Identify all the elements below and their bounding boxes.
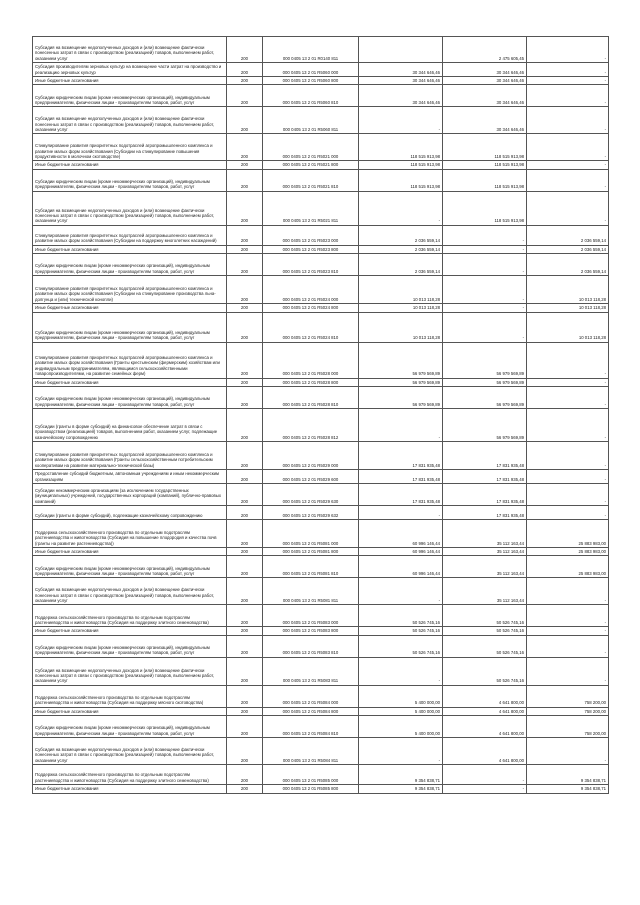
row-name-cell: Иные бюджетные ассигнования	[33, 785, 227, 793]
table-row	[33, 556, 609, 578]
row-unexecuted-cell: 10 013 118,28	[527, 312, 609, 342]
row-executed-cell: 17 831 935,48	[443, 470, 527, 484]
row-budget-code-cell: 000 0405 13 2 01 R5021 811	[263, 191, 359, 225]
row-budget-code-cell: 000 0405 13 2 01 R5081 811	[263, 578, 359, 605]
row-unexecuted-cell: -	[527, 409, 609, 442]
row-executed-cell: 50 526 745,16	[443, 657, 527, 685]
table-row	[33, 765, 609, 785]
row-name-cell: Субсидии юридическим лицам (кроме некоммерческих организаций), индивидуальным предпринимателям, физическим лицам - производителям товаров, работ, услуг	[33, 85, 227, 107]
row-line-code-cell: 200	[227, 657, 263, 685]
row-line-code-cell: 200	[227, 548, 263, 556]
row-executed-cell: 118 515 913,98	[443, 169, 527, 191]
table-row	[33, 716, 609, 738]
row-name-cell: Субсидии юридическим лицам (кроме некоммерческих организаций), индивидуальным предпринимателям, физическим лицам - производителям товаров, работ, услуг	[33, 635, 227, 657]
row-line-code-cell: 200	[227, 765, 263, 785]
table-row	[33, 409, 609, 442]
row-executed-cell: 4 641 800,00	[443, 685, 527, 707]
row-budget-code-cell: 000 0405 13 2 01 R5021 000	[263, 134, 359, 161]
row-budget-code-cell: 000 0405 13 2 01 R5083 810	[263, 635, 359, 657]
table-row	[33, 738, 609, 765]
row-budget-code-cell: 000 0405 13 2 01 R5029 000	[263, 442, 359, 470]
row-budget-code-cell: 000 0405 13 2 01 R5028 800	[263, 378, 359, 386]
row-unexecuted-cell: 25 883 983,00	[527, 520, 609, 548]
table-row	[33, 342, 609, 378]
row-unexecuted-cell: -	[527, 657, 609, 685]
row-approved-cell: 9 354 838,71	[359, 785, 443, 793]
row-line-code-cell: 200	[227, 605, 263, 627]
row-unexecuted-cell: -	[527, 738, 609, 765]
row-name-cell: Субсидия на возмещение недополученных доходов и (или) возмещение фактически понесенных затрат в связи с производством (реализацией) товаров, выполнением работ, оказанием услуг	[33, 657, 227, 685]
row-executed-cell: 118 515 913,98	[443, 161, 527, 169]
row-name-cell: Иные бюджетные ассигнования	[33, 77, 227, 85]
row-unexecuted-cell: -	[527, 387, 609, 409]
row-budget-code-cell: 000 0405 13 2 01 R5084 800	[263, 707, 359, 715]
row-executed-cell: 118 515 913,98	[443, 134, 527, 161]
table-row	[33, 312, 609, 342]
table-row	[33, 169, 609, 191]
row-budget-code-cell: 000 0405 13 2 01 R5084 000	[263, 685, 359, 707]
row-approved-cell: 17 831 935,48	[359, 442, 443, 470]
table-row	[33, 107, 609, 134]
row-name-cell: Субсидия на возмещение недополученных доходов и (или) возмещение фактически понесенных затрат в связи с производством (реализацией) товаров, выполнением работ, оказанием услуг	[33, 738, 227, 765]
row-line-code-cell: 200	[227, 738, 263, 765]
row-name-cell: Стимулирование развития приоритетных подотраслей агропромышленного комплекса и развитие малых форм хозяйствования (Субсидии на стимулирование производства льна-долгунца и (или) технической конопли)	[33, 276, 227, 304]
row-executed-cell: 17 831 935,48	[443, 506, 527, 520]
row-approved-cell: 9 354 838,71	[359, 765, 443, 785]
row-name-cell: Стимулирование развития приоритетных подотраслей агропромышленного комплекса и развитие малых форм хозяйствования (Субсидии на поддержку многолетних насаждений)	[33, 225, 227, 245]
table-row	[33, 635, 609, 657]
row-executed-cell: 50 526 745,16	[443, 627, 527, 635]
row-budget-code-cell: 000 0405 13 2 01 R5081 800	[263, 548, 359, 556]
row-line-code-cell: 200	[227, 716, 263, 738]
table-row	[33, 707, 609, 715]
row-unexecuted-cell: 10 013 118,28	[527, 304, 609, 312]
row-unexecuted-cell: 2 036 559,14	[527, 245, 609, 253]
row-executed-cell: 56 979 569,89	[443, 387, 527, 409]
table-row	[33, 63, 609, 77]
row-budget-code-cell: 000 0405 13 2 01 R5083 800	[263, 627, 359, 635]
row-line-code-cell: 200	[227, 245, 263, 253]
row-approved-cell: 5 400 000,00	[359, 707, 443, 715]
row-unexecuted-cell: 9 354 838,71	[527, 785, 609, 793]
row-executed-cell: 4 641 800,00	[443, 738, 527, 765]
row-executed-cell: -	[443, 245, 527, 253]
table-row	[33, 442, 609, 470]
row-unexecuted-cell: -	[527, 442, 609, 470]
row-budget-code-cell: 000 0405 13 2 01 R5029 600	[263, 470, 359, 484]
row-budget-code-cell: 000 0405 13 2 01 R5023 800	[263, 245, 359, 253]
row-approved-cell	[359, 37, 443, 63]
table-row	[33, 378, 609, 386]
row-line-code-cell: 200	[227, 134, 263, 161]
row-approved-cell: 17 831 935,48	[359, 470, 443, 484]
row-unexecuted-cell: -	[527, 107, 609, 134]
row-line-code-cell: 200	[227, 627, 263, 635]
row-line-code-cell: 200	[227, 304, 263, 312]
row-budget-code-cell: 000 0405 13 2 01 R5029 630	[263, 484, 359, 506]
row-line-code-cell: 200	[227, 387, 263, 409]
row-line-code-cell: 200	[227, 578, 263, 605]
table-row	[33, 657, 609, 685]
row-budget-code-cell: 000 0405 13 2 01 R5021 810	[263, 169, 359, 191]
row-line-code-cell: 200	[227, 470, 263, 484]
row-line-code-cell: 200	[227, 63, 263, 77]
row-name-cell: Субсидии юридическим лицам (кроме некоммерческих организаций), индивидуальным предпринимателям, физическим лицам - производителям товаров, работ, услуг	[33, 169, 227, 191]
row-executed-cell: 118 515 913,98	[443, 191, 527, 225]
row-line-code-cell: 200	[227, 785, 263, 793]
row-unexecuted-cell: -	[527, 378, 609, 386]
row-executed-cell: 35 112 163,44	[443, 548, 527, 556]
table-row	[33, 225, 609, 245]
row-name-cell: Субсидия на возмещение недополученных доходов и (или) возмещение фактически понесенных затрат в связи с производством (реализацией) товаров, выполнением работ, оказанием услуг	[33, 37, 227, 63]
row-name-cell: Стимулирование развития приоритетных подотраслей агропромышленного комплекса и развитие малых форм хозяйствования (Гранты крестьянским (фермерским) хозяйствам или индивидуальным предпринимателям, являющимся сельскохозяйственными товаропроизводителями, на развитие семейных ферм)	[33, 342, 227, 378]
row-line-code-cell: 200	[227, 191, 263, 225]
row-unexecuted-cell: 2 036 559,14	[527, 254, 609, 276]
row-name-cell: Субсидии юридическим лицам (кроме некоммерческих организаций), индивидуальным предпринимателям, физическим лицам - производителям товаров, работ, услуг	[33, 387, 227, 409]
row-unexecuted-cell: -	[527, 134, 609, 161]
row-unexecuted-cell: -	[527, 470, 609, 484]
row-name-cell: Предоставление субсидий бюджетным, автономным учреждениям и иным некоммерческим организациям	[33, 470, 227, 484]
row-line-code-cell: 200	[227, 37, 263, 63]
table-body	[33, 37, 609, 794]
table-row	[33, 578, 609, 605]
table-row	[33, 506, 609, 520]
row-approved-cell: 60 996 146,44	[359, 520, 443, 548]
table-row	[33, 304, 609, 312]
row-budget-code-cell: 000 0405 13 2 01 R5028 810	[263, 387, 359, 409]
row-approved-cell: 5 400 000,00	[359, 716, 443, 738]
row-unexecuted-cell: -	[527, 85, 609, 107]
row-unexecuted-cell: 9 354 838,71	[527, 765, 609, 785]
row-budget-code-cell: 000 0405 13 2 01 R5028 000	[263, 342, 359, 378]
row-name-cell: Субсидия на возмещение недополученных доходов и (или) возмещение фактически понесенных затрат в связи с производством (реализацией) товаров, выполнением работ, оказанием услуг	[33, 107, 227, 134]
row-executed-cell: 35 112 163,44	[443, 578, 527, 605]
row-unexecuted-cell: -	[527, 161, 609, 169]
table-row	[33, 605, 609, 627]
row-budget-code-cell: 000 0405 13 2 01 R5024 800	[263, 304, 359, 312]
row-approved-cell: 60 996 146,44	[359, 556, 443, 578]
row-approved-cell: 30 344 646,46	[359, 77, 443, 85]
row-name-cell: Поддержка сельскохозяйственного производства по отдельным подотраслям растениеводства и животноводства (Субсидия на поддержку элитного семеноводства)	[33, 765, 227, 785]
row-approved-cell: 56 979 569,89	[359, 378, 443, 386]
row-budget-code-cell: 000 0405 13 2 01 R0140 811	[263, 37, 359, 63]
row-name-cell: Субсидии юридическим лицам (кроме некоммерческих организаций), индивидуальным предпринимателям, физическим лицам - производителям товаров, работ, услуг	[33, 312, 227, 342]
table-row	[33, 85, 609, 107]
row-approved-cell: 10 013 118,28	[359, 312, 443, 342]
row-name-cell: Иные бюджетные ассигнования	[33, 707, 227, 715]
row-budget-code-cell: 000 0405 13 2 01 R5060 811	[263, 107, 359, 134]
row-executed-cell: -	[443, 304, 527, 312]
row-line-code-cell: 200	[227, 161, 263, 169]
row-approved-cell: 56 979 569,89	[359, 342, 443, 378]
row-approved-cell: -	[359, 657, 443, 685]
row-name-cell: Иные бюджетные ассигнования	[33, 304, 227, 312]
row-executed-cell: 2 475 605,45	[443, 37, 527, 63]
row-line-code-cell: 200	[227, 276, 263, 304]
table-row	[33, 520, 609, 548]
table-row	[33, 785, 609, 793]
row-line-code-cell: 200	[227, 225, 263, 245]
row-budget-code-cell: 000 0405 13 2 01 R5029 632	[263, 506, 359, 520]
row-budget-code-cell: 000 0405 13 2 01 R5084 811	[263, 738, 359, 765]
row-unexecuted-cell: -	[527, 506, 609, 520]
row-approved-cell: -	[359, 191, 443, 225]
row-unexecuted-cell: -	[527, 63, 609, 77]
row-line-code-cell: 200	[227, 254, 263, 276]
row-executed-cell: 35 112 163,44	[443, 520, 527, 548]
row-budget-code-cell: 000 0405 13 2 01 R5060 810	[263, 85, 359, 107]
row-line-code-cell: 200	[227, 85, 263, 107]
row-line-code-cell: 200	[227, 169, 263, 191]
row-executed-cell: 35 112 163,44	[443, 556, 527, 578]
row-unexecuted-cell: -	[527, 77, 609, 85]
table-row	[33, 77, 609, 85]
row-line-code-cell: 200	[227, 635, 263, 657]
row-unexecuted-cell: -	[527, 605, 609, 627]
row-executed-cell: 30 344 646,46	[443, 107, 527, 134]
row-executed-cell: 17 831 935,48	[443, 484, 527, 506]
row-name-cell: Иные бюджетные ассигнования	[33, 378, 227, 386]
row-line-code-cell: 200	[227, 685, 263, 707]
row-line-code-cell: 200	[227, 312, 263, 342]
row-executed-cell: -	[443, 254, 527, 276]
row-name-cell: Иные бюджетные ассигнования	[33, 245, 227, 253]
row-budget-code-cell: 000 0405 13 2 01 R5083 811	[263, 657, 359, 685]
row-unexecuted-cell: -	[527, 169, 609, 191]
row-budget-code-cell: 000 0405 13 2 01 R5023 000	[263, 225, 359, 245]
row-approved-cell: 118 515 913,98	[359, 169, 443, 191]
row-approved-cell: 50 526 745,16	[359, 627, 443, 635]
row-executed-cell: 17 831 935,48	[443, 442, 527, 470]
row-name-cell: Поддержка сельскохозяйственного производства по отдельным подотраслям растениеводства и животноводства (Субсидия на поддержку мясного скотоводства)	[33, 685, 227, 707]
table-row	[33, 134, 609, 161]
row-approved-cell: 17 831 935,48	[359, 484, 443, 506]
row-name-cell: Субсидии юридическим лицам (кроме некоммерческих организаций), индивидуальным предпринимателям, физическим лицам - производителям товаров, работ, услуг	[33, 254, 227, 276]
row-unexecuted-cell: 758 200,00	[527, 716, 609, 738]
row-name-cell: Субсидия на возмещение недополученных доходов и (или) возмещение фактически понесенных затрат в связи с производством (реализацией) товаров, выполнением работ, оказанием услуг	[33, 191, 227, 225]
row-unexecuted-cell: -	[527, 37, 609, 63]
row-budget-code-cell: 000 0405 13 2 01 R5024 000	[263, 276, 359, 304]
row-executed-cell: 4 641 800,00	[443, 716, 527, 738]
row-budget-code-cell: 000 0405 13 2 01 R5085 000	[263, 765, 359, 785]
table-row	[33, 161, 609, 169]
row-line-code-cell: 200	[227, 707, 263, 715]
row-unexecuted-cell: 758 200,00	[527, 707, 609, 715]
row-executed-cell: 56 979 569,89	[443, 409, 527, 442]
row-unexecuted-cell: 10 013 118,28	[527, 276, 609, 304]
table-row	[33, 685, 609, 707]
row-executed-cell: 30 344 646,46	[443, 85, 527, 107]
row-approved-cell: -	[359, 107, 443, 134]
row-name-cell: Субсидия производителям зерновых культур на возмещение части затрат на производство и реализацию зерновых культур	[33, 63, 227, 77]
table-row	[33, 254, 609, 276]
row-executed-cell: -	[443, 312, 527, 342]
row-approved-cell: 118 515 913,98	[359, 161, 443, 169]
row-executed-cell: -	[443, 765, 527, 785]
row-executed-cell: -	[443, 785, 527, 793]
row-approved-cell: 10 013 118,28	[359, 276, 443, 304]
row-unexecuted-cell: 25 883 983,00	[527, 556, 609, 578]
row-approved-cell: 2 036 559,14	[359, 225, 443, 245]
row-budget-code-cell: 000 0405 13 2 01 R5023 810	[263, 254, 359, 276]
row-name-cell: Иные бюджетные ассигнования	[33, 161, 227, 169]
row-budget-code-cell: 000 0405 13 2 01 R5081 000	[263, 520, 359, 548]
row-approved-cell: 5 400 000,00	[359, 685, 443, 707]
row-approved-cell: -	[359, 578, 443, 605]
row-approved-cell: 50 526 745,16	[359, 605, 443, 627]
row-budget-code-cell: 000 0405 13 2 01 R5085 800	[263, 785, 359, 793]
row-budget-code-cell: 000 0405 13 2 01 R5081 810	[263, 556, 359, 578]
row-name-cell: Субсидия на возмещение недополученных доходов и (или) возмещение фактически понесенных затрат в связи с производством (реализацией) товаров, выполнением работ, оказанием услуг	[33, 578, 227, 605]
row-approved-cell: 2 036 559,14	[359, 254, 443, 276]
row-line-code-cell: 200	[227, 556, 263, 578]
row-approved-cell: 2 036 559,14	[359, 245, 443, 253]
row-unexecuted-cell: 758 200,00	[527, 685, 609, 707]
row-executed-cell: -	[443, 225, 527, 245]
row-name-cell: Субсидии (гранты в форме субсидий) на финансовое обеспечение затрат в связи с производством (реализацией) товаров, выполнением работ, оказанием услуг, подлежащие казначейскому сопровождению	[33, 409, 227, 442]
row-budget-code-cell: 000 0405 13 2 01 R5084 810	[263, 716, 359, 738]
row-approved-cell: 10 013 118,28	[359, 304, 443, 312]
row-executed-cell: -	[443, 276, 527, 304]
row-approved-cell: -	[359, 409, 443, 442]
row-approved-cell: -	[359, 738, 443, 765]
table-row	[33, 245, 609, 253]
row-budget-code-cell: 000 0405 13 2 01 R5028 812	[263, 409, 359, 442]
row-budget-code-cell: 000 0405 13 2 01 R5060 000	[263, 63, 359, 77]
row-approved-cell: 56 979 569,89	[359, 387, 443, 409]
table-row	[33, 191, 609, 225]
row-budget-code-cell: 000 0405 13 2 01 R5060 800	[263, 77, 359, 85]
row-line-code-cell: 200	[227, 506, 263, 520]
row-executed-cell: 50 526 745,16	[443, 635, 527, 657]
row-executed-cell: 30 344 646,46	[443, 77, 527, 85]
row-budget-code-cell: 000 0405 13 2 01 R5024 810	[263, 312, 359, 342]
row-approved-cell: 118 515 913,98	[359, 134, 443, 161]
row-unexecuted-cell: 25 883 983,00	[527, 548, 609, 556]
row-name-cell: Субсидии некоммерческим организациям (за исключением государственных (муниципальных) учреждений, государственных корпораций (компаний), публично-правовых компаний)	[33, 484, 227, 506]
table-row	[33, 276, 609, 304]
row-executed-cell: 30 344 646,46	[443, 63, 527, 77]
row-unexecuted-cell: -	[527, 627, 609, 635]
row-unexecuted-cell: 2 036 559,14	[527, 225, 609, 245]
row-executed-cell: 4 641 800,00	[443, 707, 527, 715]
row-line-code-cell: 200	[227, 107, 263, 134]
row-executed-cell: 56 979 569,89	[443, 342, 527, 378]
row-executed-cell: 56 979 569,89	[443, 378, 527, 386]
row-unexecuted-cell: -	[527, 484, 609, 506]
row-line-code-cell: 200	[227, 484, 263, 506]
row-budget-code-cell: 000 0405 13 2 01 R5021 800	[263, 161, 359, 169]
row-unexecuted-cell: -	[527, 342, 609, 378]
table-row	[33, 627, 609, 635]
row-unexecuted-cell: -	[527, 578, 609, 605]
row-approved-cell: 60 996 146,44	[359, 548, 443, 556]
table-row	[33, 387, 609, 409]
row-line-code-cell: 200	[227, 378, 263, 386]
budget-execution-table	[32, 36, 609, 794]
row-unexecuted-cell: -	[527, 191, 609, 225]
row-executed-cell: 50 526 745,16	[443, 605, 527, 627]
row-name-cell: Поддержка сельскохозяйственного производства по отдельным подотраслям растениеводства и животноводства (Субсидия на повышение плодородия и качества почв (гранты на развитие растениеводства))	[33, 520, 227, 548]
row-line-code-cell: 200	[227, 409, 263, 442]
row-name-cell: Субсидии юридическим лицам (кроме некоммерческих организаций), индивидуальным предпринимателям, физическим лицам - производителям товаров, работ, услуг	[33, 556, 227, 578]
row-name-cell: Субсидии юридическим лицам (кроме некоммерческих организаций), индивидуальным предпринимателям, физическим лицам - производителям товаров, работ, услуг	[33, 716, 227, 738]
table-row	[33, 484, 609, 506]
table-row	[33, 37, 609, 63]
row-approved-cell: 50 526 745,16	[359, 635, 443, 657]
row-approved-cell: -	[359, 506, 443, 520]
table-row	[33, 470, 609, 484]
row-name-cell: Поддержка сельскохозяйственного производства по отдельным подотраслям растениеводства и животноводства (Субсидия на поддержку элитного семеноводства)	[33, 605, 227, 627]
row-budget-code-cell: 000 0405 13 2 01 R5083 000	[263, 605, 359, 627]
row-approved-cell: 30 344 646,46	[359, 85, 443, 107]
table-row	[33, 548, 609, 556]
row-name-cell: Стимулирование развития приоритетных подотраслей агропромышленного комплекса и развитие малых форм хозяйствования (Гранты сельскохозяйственным потребительским кооперативам на развитие материально-технической базы)	[33, 442, 227, 470]
row-line-code-cell: 200	[227, 442, 263, 470]
row-line-code-cell: 200	[227, 77, 263, 85]
row-unexecuted-cell: -	[527, 635, 609, 657]
row-name-cell: Иные бюджетные ассигнования	[33, 627, 227, 635]
row-approved-cell: 30 344 646,46	[359, 63, 443, 77]
row-name-cell: Стимулирование развития приоритетных подотраслей агропромышленного комплекса и развитие малых форм хозяйствования (Субсидии на стимулирование повышения продуктивности в молочном скотоводстве)	[33, 134, 227, 161]
row-line-code-cell: 200	[227, 520, 263, 548]
row-name-cell: Иные бюджетные ассигнования	[33, 548, 227, 556]
row-name-cell: Субсидии (гранты в форме субсидий), подлежащие казначейскому сопровождению	[33, 506, 227, 520]
row-line-code-cell: 200	[227, 342, 263, 378]
